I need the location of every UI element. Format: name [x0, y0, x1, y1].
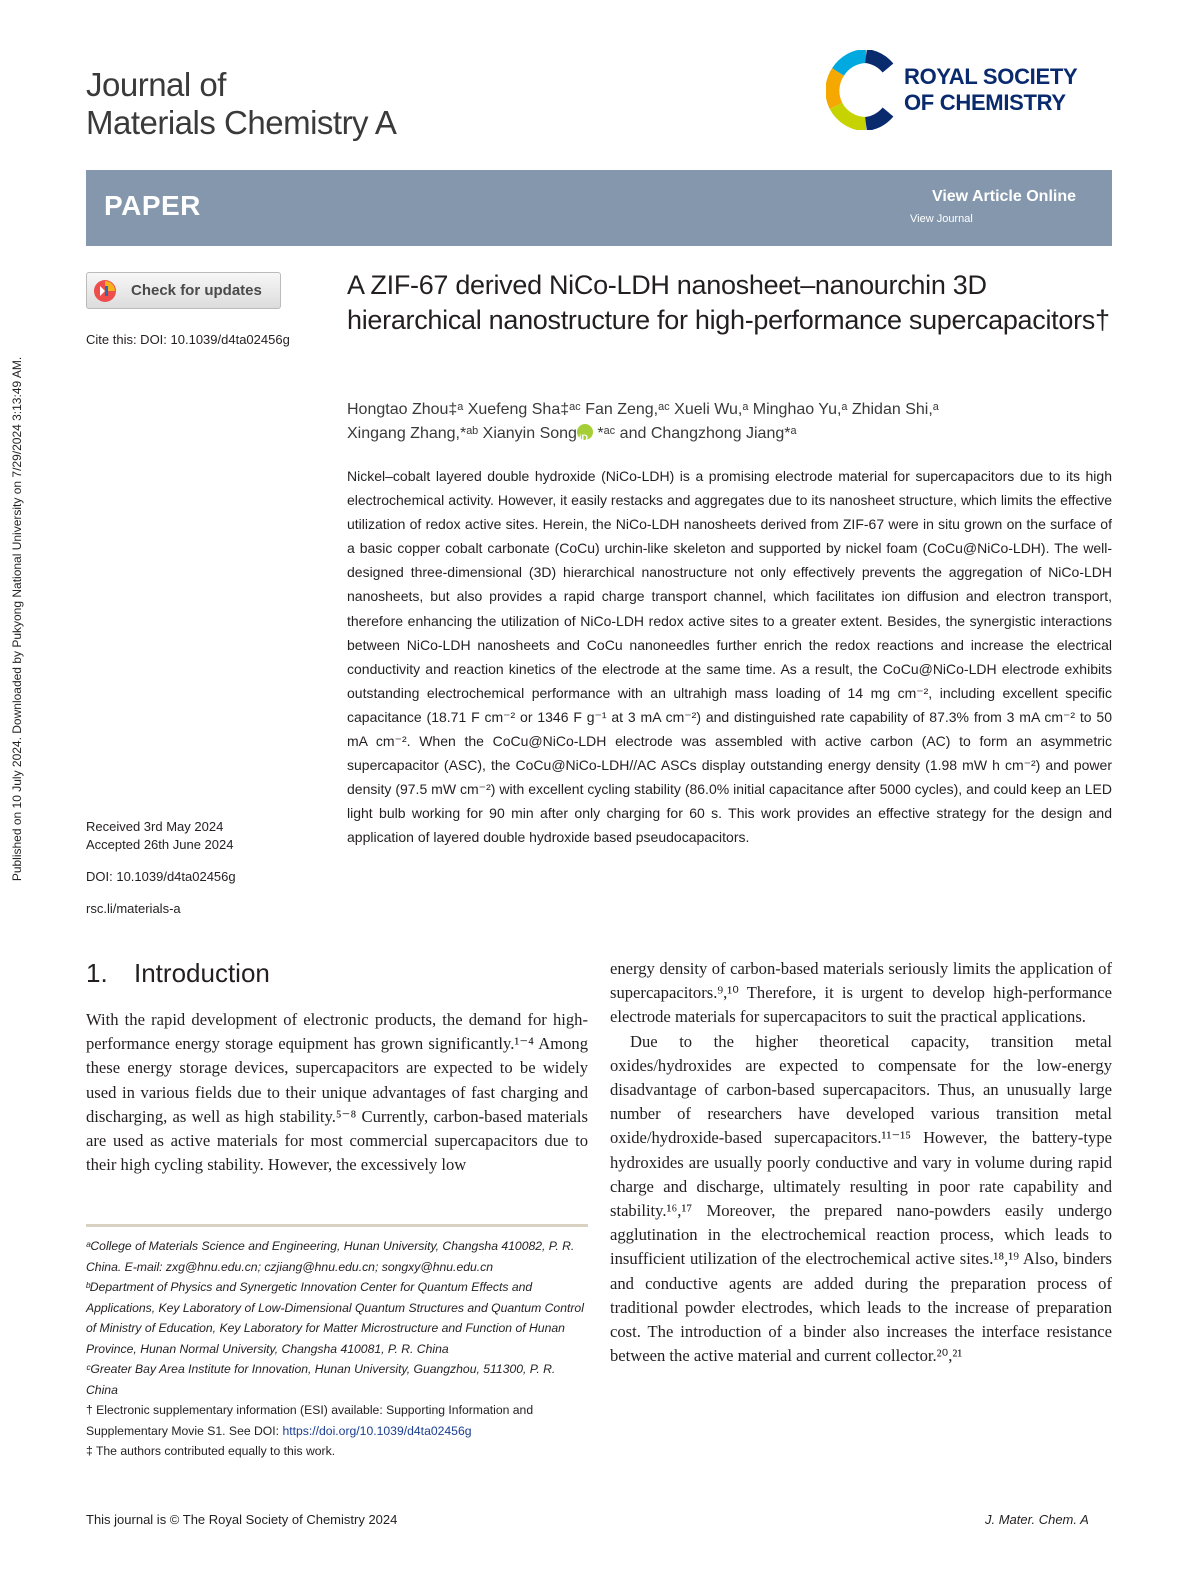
- journal-short-url[interactable]: rsc.li/materials-a: [86, 901, 181, 916]
- authors-line2-start: Xingang Zhang,*ᵃᵇ Xianyin Song: [347, 425, 577, 442]
- affiliation-b: ᵇDepartment of Physics and Synergetic Innovation Center for Quantum Effects and Applications, Key Laboratory of Low-Dimensional Quantum Structures and Quantum Control of Ministry of Education, Key Laboratory for Matter Microstructure and Function of Hunan Province, Hunan Normal University, Changsha 410081, P. R. China: [86, 1280, 584, 1356]
- authors-line2-end: *ᵃᶜ and Changzhong Jiang*ᵃ: [592, 425, 797, 442]
- orcid-icon[interactable]: [577, 424, 593, 440]
- rsc-logo-icon: [826, 50, 898, 130]
- download-side-note: Published on 10 July 2024. Downloaded by Pukyong National University on 7/29/2024 3:13:49 AM.: [10, 356, 24, 882]
- view-article-online-link[interactable]: View Article Online: [931, 188, 1076, 205]
- check-for-updates-label: Check for updates: [131, 282, 262, 299]
- article-doi: DOI: 10.1039/d4ta02456g: [86, 869, 236, 884]
- section-heading-introduction: [86, 958, 270, 989]
- journal-title: [86, 66, 396, 142]
- abstract: Nickel–cobalt layered double hydroxide (NiCo-LDH) is a promising electrode material for supercapacitors due to its high electrochemical activity. However, it easily restacks and aggregates due to its nanosheet structure, which limits the effective utilization of redox active sites. Herein, the NiCo-LDH nanosheets derived from ZIF-67 were in situ grown on the surface of a basic copper cobalt carbonate (CoCu) urchin-like skeleton and supported by nickel foam (CoCu@NiCo-LDH). The well-designed three-dimensional (3D) hierarchical nanostructure not only effectively prevents the aggregation of NiCo-LDH nanosheets, but also provides a rapid charge transport channel, which facilitates ion diffusion and electron transport, therefore enhancing the utilization of NiCo-LDH redox active sites to a greater extent. Besides, the synergistic interactions between NiCo-LDH nanosheets and CoCu nanoneedles further enrich the redox reactions and increase the electrical conductivity and reaction kinetics of the electrode at the same time. As a result, the CoCu@NiCo-LDH electrode exhibits outstanding electrochemical performance with an ultrahigh mass loading of 14 mg cm⁻², including excellent specific capacitance (18.71 F cm⁻² or 1346 F g⁻¹ at 3 mA cm⁻²) and distinguished rate capability of 87.3% from 3 mA cm⁻² to 50 mA cm⁻². When the CoCu@NiCo-LDH electrode was assembled with active carbon (AC) to form an asymmetric supercapacitor (ASC), the CoCu@NiCo-LDH//AC ASCs display outstanding energy density (1.98 mW h cm⁻²) and power density (97.5 mW cm⁻²) with excellent cycling stability (86.0% initial capacitance after 5000 cycles), and could keep an LED light bulb working for 90 min after only charging for 60 s. This work provides an effective strategy for the design and application of layered double hydroxide based pseudocapacitors.: [347, 468, 1112, 846]
- cite-this: Cite this: DOI: 10.1039/d4ta02456g: [86, 332, 290, 347]
- esi-note: [86, 1400, 588, 1441]
- check-for-updates-button[interactable]: [86, 272, 281, 309]
- esi-note-text: † Electronic supplementary information (ESI) available: Supporting Information and Supplementary Movie S1. See DOI:: [86, 1403, 534, 1438]
- author-list: [347, 398, 1117, 446]
- esi-doi-link[interactable]: https://doi.org/10.1039/d4ta02456g: [282, 1423, 472, 1438]
- accepted-date: Accepted 26th June 2024: [86, 837, 234, 852]
- check-updates-icon: [93, 279, 117, 303]
- publisher-name: [904, 64, 1077, 116]
- footnote-divider: [86, 1224, 588, 1227]
- footer-copyright: This journal is © The Royal Society of Chemistry 2024: [86, 1512, 398, 1527]
- equal-contribution-note: ‡ The authors contributed equally to this work.: [86, 1444, 336, 1458]
- intro-left-paragraph: With the rapid development of electronic products, the demand for high-performance energy storage equipment has grown significantly.¹⁻⁴ Among these energy storage devices, supercapacitors are expected to be widely used in various fields due to their unique advantages of fast charging and discharging, as well as high stability.⁵⁻⁸ Currently, carbon-based materials are used as active materials for most commercial supercapacitors due to their high cycling stability. However, the excessively low: [86, 1010, 588, 1175]
- intro-right-paragraph-2: Due to the higher theoretical capacity, transition metal oxides/hydroxides are expected to compensate for the low-energy disadvantage of carbon-based supercapacitors. Thus, an unusually large number of researchers have developed various transition metal oxide/hydroxide-based supercapacitors.¹¹⁻¹⁵ However, the battery-type hydroxides are usually poorly conductive and vary in volume during rapid charge and discharge, ultimately resulting in poor rate capability and stability.¹⁶,¹⁷ Moreover, the prepared nano-powders easily undergo agglutination in the electrochemical reaction process, which leads to insufficient utilization of the electrochemical active sites.¹⁸,¹⁹ Also, binders and conductive agents are added during the preparation process of traditional powder electrodes, which leads to the increase of preparation cost. The introduction of a binder also increases the interface resistance between the active material and current collector.²⁰,²¹: [610, 1031, 1112, 1366]
- publisher-logo: [826, 50, 1116, 130]
- view-journal-link[interactable]: View Journal: [910, 213, 973, 225]
- article-title: A ZIF-67 derived NiCo-LDH nanosheet–nanourchin 3D hierarchical nanostructure for high-performance supercapacitors†: [347, 270, 1110, 335]
- paper-banner: [86, 170, 1112, 246]
- affiliation-c: ᶜGreater Bay Area Institute for Innovation, Hunan University, Guangzhou, 511300, P. R. China: [86, 1362, 556, 1397]
- authors-line1: Hongtao Zhou‡ᵃ Xuefeng Sha‡ᵃᶜ Fan Zeng,ᵃᶜ Xueli Wu,ᵃ Minghao Yu,ᵃ Zhidan Shi,ᵃ: [347, 401, 939, 418]
- footnotes: [86, 1236, 588, 1462]
- affiliation-a: ᵃCollege of Materials Science and Engineering, Hunan University, Changsha 410082, P. R. China. E-mail: zxg@hnu.edu.cn; czjiang@hnu.edu.cn; songxy@hnu.edu.cn: [86, 1239, 575, 1274]
- footer-journal-abbrev: J. Mater. Chem. A: [985, 1512, 1089, 1527]
- banner-label: PAPER: [104, 190, 201, 221]
- publisher-name-line1: ROYAL SOCIETY: [904, 64, 1078, 89]
- intro-right-column: [610, 957, 1112, 1368]
- publisher-name-line2: OF CHEMISTRY: [904, 90, 1066, 115]
- section-title: Introduction: [134, 958, 270, 988]
- section-number: 1.: [86, 958, 108, 988]
- intro-right-paragraph-1: energy density of carbon-based materials seriously limits the application of supercapacitors.⁹,¹⁰ Therefore, it is urgent to develop high-performance electrode materials for supercapacitors to suit the practical applications.: [610, 959, 1112, 1027]
- journal-title-line2: Materials Chemistry A: [86, 104, 397, 141]
- authors-line2: [347, 422, 1117, 446]
- journal-title-line1: Journal of: [86, 66, 226, 103]
- received-date: Received 3rd May 2024: [86, 819, 224, 834]
